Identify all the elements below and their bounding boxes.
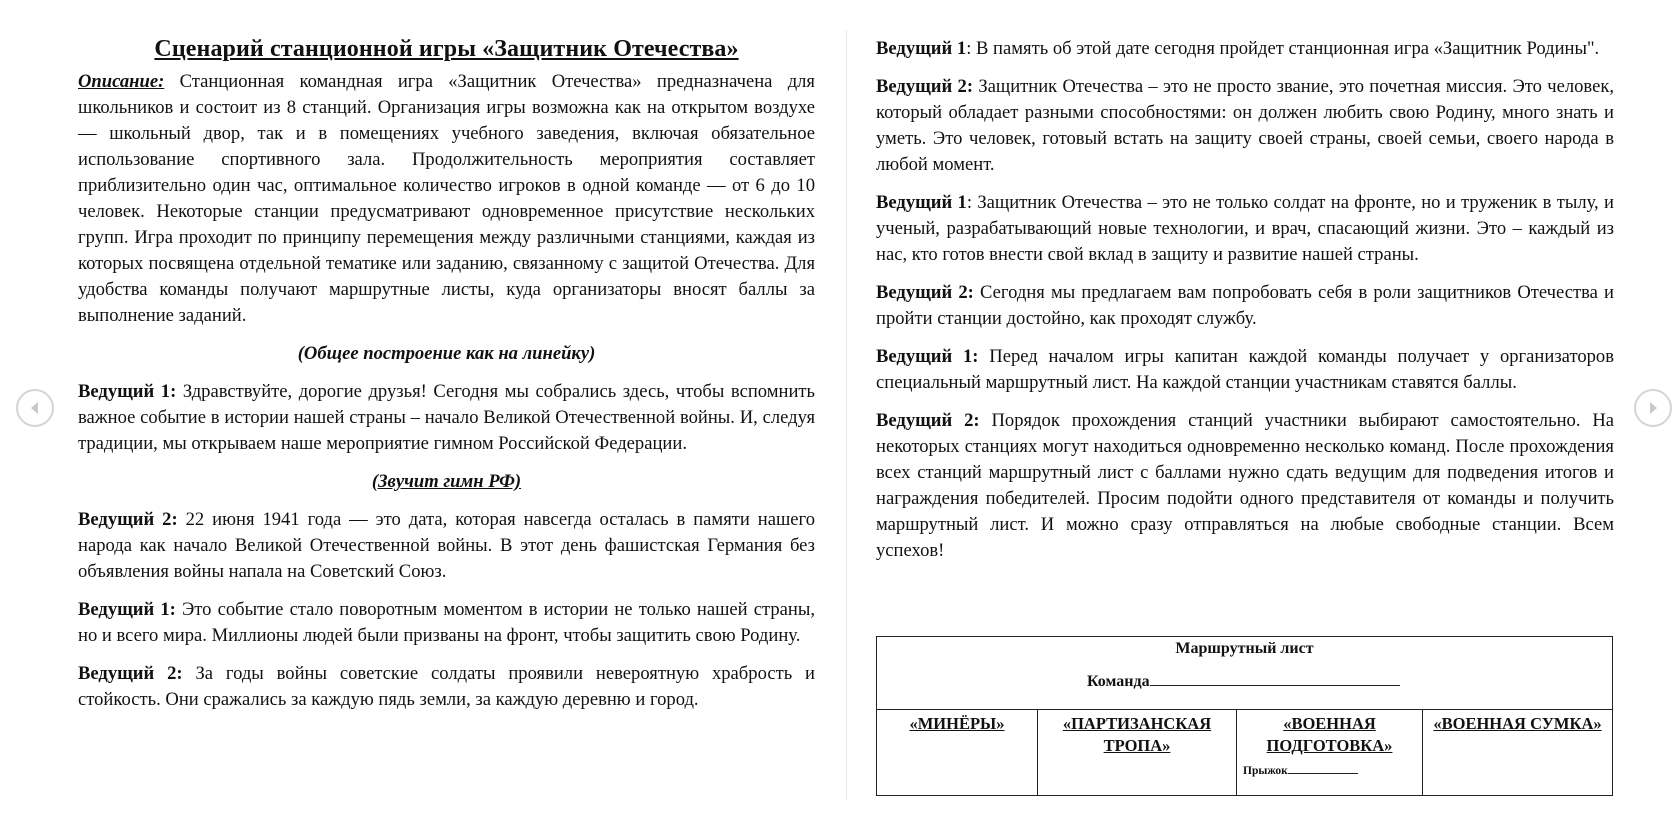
speech-text: Это событие стало поворотным моментом в истории не только нашей страны, но и всего мира. Миллионы людей были призваны на фронт, чтобы защитить свою Родину. xyxy=(78,599,816,646)
speech-paragraph xyxy=(78,507,815,585)
team-label: Команда xyxy=(1087,673,1150,690)
stage-direction-lineup: (Общее построение как на линейку) xyxy=(297,343,596,364)
prev-page-button[interactable] xyxy=(16,389,54,427)
speech-text: Порядок прохождения станций участники выбирают самостоятельно. На некоторых станциях могут находиться одновременно несколько команд. После прохождения всех станций маршрутный лист с баллами нужно сдать ведущим для подведения итогов и награждения победителей. Просим подойти одного представителя от команды и получить маршрутный лист. И можно сразу отправляться на любые свободные станции. Всем успехов! xyxy=(876,410,1615,561)
stage-direction-anthem: (Звучит гимн РФ) xyxy=(371,471,522,492)
chevron-right-icon xyxy=(1645,400,1661,416)
speech-text: : В память об этой дате сегодня пройдет станционная игра «Защитник Родины". xyxy=(966,38,1600,59)
speech-text: : Защитник Отечества – это не только солдат на фронте, но и труженик в тылу, и ученый, разрабатывающий новые технологии, и врач, спасающий жизни. Это – каждый из нас, кто готов внести свой вклад в защиту и развитие нашей страны. xyxy=(876,192,1614,265)
document-title: Сценарий станционной игры «Защитник Отечества» xyxy=(154,36,739,62)
speaker-label: Ведущий 1 xyxy=(876,38,967,59)
jump-label: Прыжок xyxy=(1243,765,1288,777)
left-page xyxy=(78,0,815,725)
speech-paragraph xyxy=(876,408,1614,564)
route-sheet-title: Маршрутный лист xyxy=(1175,640,1314,657)
team-field xyxy=(1087,671,1400,691)
chevron-left-icon xyxy=(27,400,43,416)
speech-paragraph xyxy=(876,74,1614,178)
speech-paragraph xyxy=(78,597,815,649)
description-text: Станционная командная игра «Защитник Отечества» предназначена для школьников и состоит из 8 станций. Организация игры возможна как на открытом воздухе — школьный двор, так и в помещениях учебного заведения, включая обязательное использование спортивного зала. Продолжительность мероприятия составляет приблизительно один час, оптимальное количество игроков в одной команде — от 6 до 10 человек. Некоторые станции предусматривают одновременное присутствие нескольких групп. Игра проходит по принципу перемещения между различными станциями, каждая из которых посвящена отдельной тематике или заданию, связанному с защитой Отечества. Для удобства команды получают маршрутные листы, куда организаторы вносят баллы за выполнение заданий. xyxy=(78,71,815,326)
speech-text: Защитник Отечества – это не просто звание, это почетная миссия. Это человек, который обладает разными способностями: он должен любить свою Родину, много знать и уметь. Это человек, готовый встать на защиту своей страны, своей семьи, своего народа в любой момент. xyxy=(876,76,1615,175)
speech-paragraph xyxy=(876,36,1614,62)
speaker-label: Ведущий 1: xyxy=(78,381,177,402)
speaker-label: Ведущий 2: xyxy=(876,282,974,303)
speaker-label: Ведущий 1: xyxy=(876,346,979,367)
station-military-bag: «ВОЕННАЯ СУМКА» xyxy=(1433,714,1602,733)
page-divider xyxy=(846,30,847,800)
speech-paragraph xyxy=(876,190,1614,268)
speech-paragraph xyxy=(876,344,1614,396)
speaker-label: Ведущий 2: xyxy=(78,663,183,684)
speech-text: Сегодня мы предлагаем вам попробовать себя в роли защитников Отечества и пройти станции достойно, как проходят службу. xyxy=(876,282,1614,329)
station-miners: «МИНЁРЫ» xyxy=(877,710,1038,796)
route-sheet-header xyxy=(877,637,1612,710)
team-blank-line xyxy=(1150,671,1400,686)
speaker-label: Ведущий 1 xyxy=(876,192,967,213)
station-military-training-label: «ВОЕННАЯ ПОДГОТОВКА» xyxy=(1266,714,1393,755)
route-sheet-stations xyxy=(877,710,1612,796)
next-page-button[interactable] xyxy=(1634,389,1672,427)
speech-text: Перед началом игры капитан каждой команды получает у организаторов специальный маршрутный лист. На каждой станции участникам ставятся баллы. xyxy=(876,346,1614,393)
speech-paragraph xyxy=(78,661,815,713)
station-partisan-trail: «ПАРТИЗАНСКАЯ ТРОПА» xyxy=(1038,710,1237,796)
description-label: Описание: xyxy=(78,71,165,92)
jump-blank-line xyxy=(1288,765,1358,774)
speech-text: 22 июня 1941 года — это дата, которая навсегда осталась в памяти нашего народа как начало Великой Отечественной войны. В этот день фашистская Германия без объявления войны напала на Советский Союз. xyxy=(78,509,815,582)
speech-text: Здравствуйте, дорогие друзья! Сегодня мы собрались здесь, чтобы вспомнить важное событие в истории нашей страны – начало Великой Отечественной войны. И, следуя традиции, мы открываем наше мероприятие гимном Российской Федерации. xyxy=(78,381,815,454)
speech-paragraph xyxy=(78,379,815,457)
speech-text: За годы войны советские солдаты проявили невероятную храбрость и стойкость. Они сражались за каждую пядь земли, за каждую деревню и город. xyxy=(78,663,815,710)
speech-paragraph xyxy=(876,280,1614,332)
right-page xyxy=(876,0,1614,576)
description-paragraph xyxy=(78,69,815,329)
jump-field xyxy=(1243,760,1358,782)
speaker-label: Ведущий 2: xyxy=(876,76,974,97)
route-sheet-table xyxy=(876,636,1613,796)
speaker-label: Ведущий 1: xyxy=(78,599,176,620)
station-military-training xyxy=(1237,710,1423,796)
speaker-label: Ведущий 2: xyxy=(78,509,178,530)
speaker-label: Ведущий 2: xyxy=(876,410,980,431)
